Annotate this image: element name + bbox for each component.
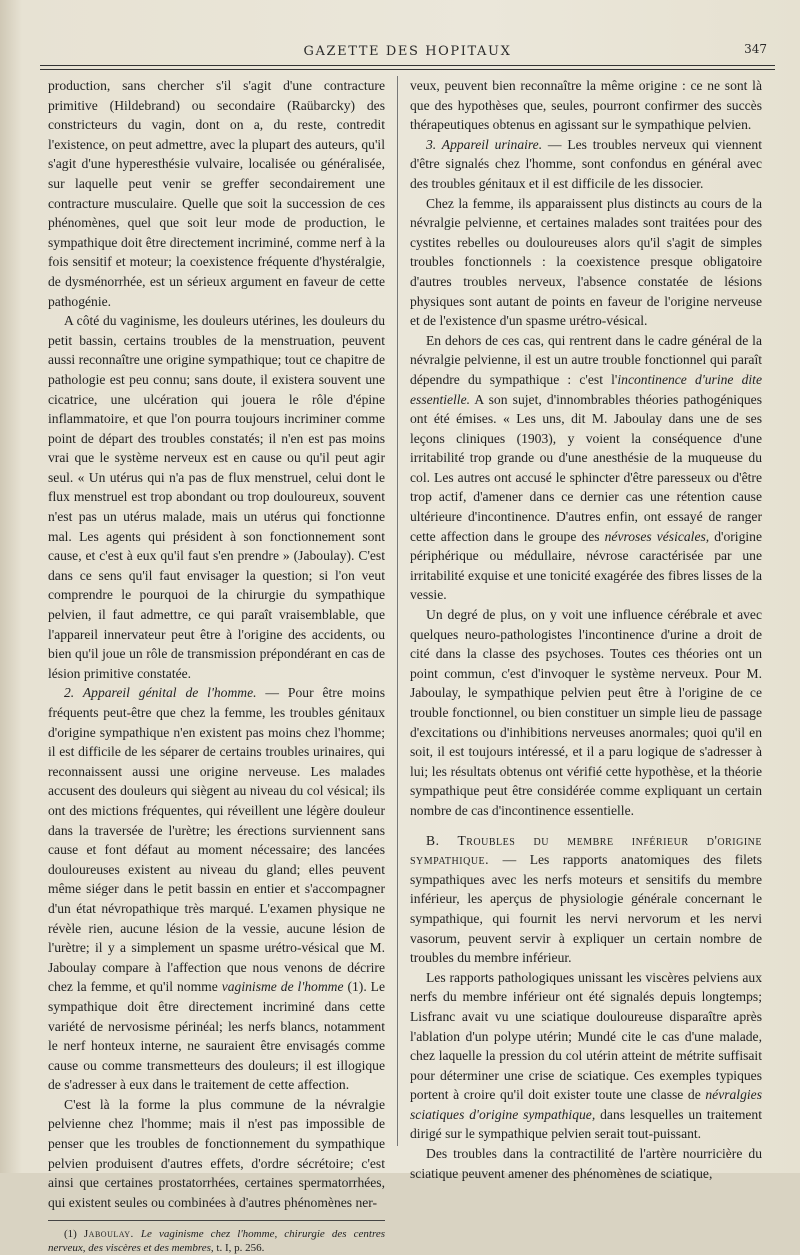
paragraph: production, sans chercher s'il s'agit d'une contracture primitive (Hildebrand) ou secondaire (Raübarcky) des constricteurs du vagin, dont on a, du reste, contredit l'existence, on peut admettre, avec la plupart des auteurs, qu'il s'agit d'une hyperesthésie vulvaire, localisée ou généralisée, sur laquelle peut venir se greffer secondairement une contracture musculaire. Quelle que soit la succession de ces phénomènes, quel que soit leur mode de production, le sympathique doit être directement incriminé, comme nerf à la fois sensitif et moteur; la coexistence fréquente d'hystéralgie, de dysménorrhée, est un sérieux argument en faveur de cette pathogénie. xyxy=(48,78,385,309)
paragraph: Des troubles dans la contractilité de l'artère nourricière du sciatique peuvent amener des phénomènes de sciatique, xyxy=(410,1146,762,1181)
footnote-author: Jaboulay. xyxy=(83,1228,134,1241)
column-divider xyxy=(397,76,398,1146)
header-rule-secondary xyxy=(40,69,775,70)
paragraph xyxy=(48,683,385,1094)
paragraph-text: (1). Le sympathique doit être directement incriminé dans cette variété de nervosisme périnéal; les nerfs blancs, notamment le nerf honteux interne, ne sauraient être envisagés comme cause ou comme transmetteurs des douleurs; il est illogique de s'adresser à eux dans le traitement de cette affection. xyxy=(48,979,385,1093)
paragraph: C'est là la forme la plus commune de la névralgie pelvienne chez l'homme; mais il n'est pas impossible de penser que les troubles de fonctionnement du sympathique pelvien produisent d'autres effets, d'ordre sécrétoire; c'est ainsi que certaines prostatorrhées, certaines spermatorrhées, qui existent seules ou combinées à d'autres phénomènes ner- xyxy=(48,1096,385,1210)
section-heading: B. Troubles du membre inférieur d'origine sympathique. xyxy=(410,832,762,868)
paragraph: Chez la femme, ils apparaissent plus distincts au cours de la névralgie pelvienne, et certaines malades sont traitées pour des cystites rebelles ou douloureuses alors qu'il s'agit de simples troubles fonctionnels : la coexistence presque obligatoire d'autres troubles nerveux, l'absence constatée de lésions physiques sont autant de points en faveur de l'origine nerveuse et de l'existence d'un spasme urétro-vésical. xyxy=(410,195,762,329)
paragraph-text: Les rapports pathologiques unissant les viscères pelviens aux nerfs du membre inférieur ont été signalés depuis longtemps; Lisfranc avait vu une sciatique douloureuse disparaître après l'ablation d'un polype utérin; Mundé cite le cas d'une malade, chez laquelle la pression du col utérin atteint de métrite suffisait pour déterminer une crise de sciatique. Ces exemples typiques portent à croire qu'il doit exister toute une classe de xyxy=(410,969,762,1103)
footnote-title: Le vaginisme chez l'homme, chirurgie des centres nerveux, des viscères et des membres, xyxy=(48,1228,385,1255)
paragraph-text: dans lesquelles un traitement dirigé sur le sympathique pelvien serait tout-puissant. xyxy=(410,1106,762,1142)
paragraph-text: — Les rapports anatomiques des filets sympathiques avec les nerfs moteurs et sensitifs du membre inférieur, les aperçus de physiologie générale concernant le sympathique, qui fournit les nervi nervorum et les nervi vasorum, peuvent servir à expliquer un certain nombre de troubles du membre inférieur. xyxy=(410,852,762,966)
paragraph-text: En dehors de ces cas, qui rentrent dans le cadre général de la névralgie pelvienne, il est un autre trouble fonctionnel qui paraît dépendre du sympathique : c'est l' xyxy=(410,332,762,387)
emphasis: névralgies sciatiques d'origine sympathique, xyxy=(410,1087,762,1122)
paragraph xyxy=(410,968,762,1144)
paragraph-text: d'origine périphérique ou médullaire, névrose caractérisée par une irritabilité exquise et une tonicité exagérée des fibres lisses de la vessie. xyxy=(410,528,762,603)
header-rule xyxy=(40,65,775,66)
page-header xyxy=(40,38,775,62)
paragraph: veux, peuvent bien reconnaître la même origine : ce ne sont là que des hypothèses que, seules, pourront confirmer des succès thérapeutiques obtenus en agissant sur le sympathique pelvien. xyxy=(410,78,762,133)
paragraph xyxy=(410,831,762,968)
paragraph-text: — Pour être moins fréquents peut-être que chez la femme, les troubles génitaux d'origine sympathique n'en existent pas moins chez l'homme; il est difficile de les séparer de certains troubles urinaires, qui reconnaissent aussi une origine nerveuse. Les malades accusent des douleurs qui siègent au niveau du col vésical; ils ont des mictions fréquentes, qui réveillent une légère douleur dans la traversée de l'urètre; les érections surviennent sans cause et font défaut au moment nécessaire; des lancées douloureuses existent au niveau du gland; elles peuvent même siéger dans le petit bassin en entier et s'accompagner d'un état névropathique très marqué. L'examen physique ne révèle rien, aucune lésion de la vessie, aucune lésion de l'urètre; il y a simplement un spasme urétro-vésical que M. Jaboulay compare à l'affection que nous venons de décrire chez la femme, et qu'il nomme xyxy=(48,685,385,995)
left-column xyxy=(48,76,385,1255)
footnote-rule xyxy=(48,1220,385,1221)
section-heading: 2. Appareil génital de l'homme. xyxy=(64,685,257,701)
paragraph-text: — Les troubles nerveux qui viennent d'être signalés chez l'homme, sont confondus en général avec des troubles génitaux et il est difficile de les dissocier. xyxy=(410,136,762,191)
section-heading: 3. Appareil urinaire. xyxy=(426,136,543,152)
footnote-ref: t. I, p. 256. xyxy=(213,1242,265,1255)
emphasis: incontinence d'urine dite essentielle. xyxy=(410,371,762,407)
footnote xyxy=(48,1227,385,1255)
paragraph xyxy=(410,331,762,605)
right-column xyxy=(410,76,762,1183)
emphasis: vaginisme de l'homme xyxy=(221,979,344,995)
journal-title: GAZETTE DES HOPITAUX xyxy=(303,44,512,59)
paragraph: Un degré de plus, on y voit une influence cérébrale et avec quelques neuro-pathologistes l'incontinence d'urine a droit de cité dans la classe des psychoses. Toutes ces théories ont un point commun, c'est d'invoquer le système nerveux. Pour M. Jaboulay, le sympathique pelvien peut être à l'origine de ce trouble fonctionnel, ou bien constituer un simple lieu de passage d'excitations ou d'inhibitions nerveuses anormales; quoi qu'il en soit, il est toujours intéressé, et il a paru logique de s'adresser à lui; les résultats obtenus ont vérifié cette hypothèse, et la théorie sympathique peut être considérée comme expliquant un certain nombre de cas d'incontinence essentielle. xyxy=(410,607,762,818)
paragraph: A côté du vaginisme, les douleurs utérines, les douleurs du petit bassin, certains troubles de la menstruation, peuvent aussi reconnaître une origine sympathique; tout ce chapitre de pathologie est peu connu; sans doute, il existera souvent une cicatrice, une ulcération qui jouera le rôle d'épine inflammatoire, et que l'on pourra toujours incriminer comme point de départ des troubles constatés; il n'en est pas moins vrai que le système nerveux est en cause ou qu'il peut agir seul. « Un utérus qui n'a pas de flux menstruel, celui dont le flux menstruel est trop abondant ou trop douloureux, souvent n'est pas un utérus malade, mais un utérus qui fonctionne mal. Les agents qui président à son fonctionnement sont cause, et c'est à eux qu'il faut s'en prendre » (Jaboulay). C'est dans ce sens qu'il faut envisager la question; si l'on veut comprendre le pourquoi de la chirurgie du sympathique pelvien, il faut admettre, ce qui paraît vraisemblable, que l'appareil innervateur peut être à l'origine des accidents, ou bien qu'il joue un rôle de transmission prépondérant en cas de lésion primitive constatée. xyxy=(48,313,385,681)
footnote-number: (1) xyxy=(64,1228,84,1241)
emphasis: névroses vésicales, xyxy=(604,528,710,544)
paragraph xyxy=(410,135,762,194)
page-number: 347 xyxy=(744,42,767,56)
paragraph-text: A son sujet, d'innombrables théories pathogéniques ont été émises. « Les uns, dit M. Jaboulay dans une de ses leçons cliniques (1903), y voient la conséquence d'une irritabilité trop grande ou d'une anesthésie de la muqueuse du col. Les autres ont accusé le sphincter d'être paresseux ou d'être trop actif, d'amener dans ce dernier cas une rétention cause ultérieure d'incontinence. D'autres enfin, ont essayé de ranger cette affection dans le groupe des xyxy=(410,391,762,544)
